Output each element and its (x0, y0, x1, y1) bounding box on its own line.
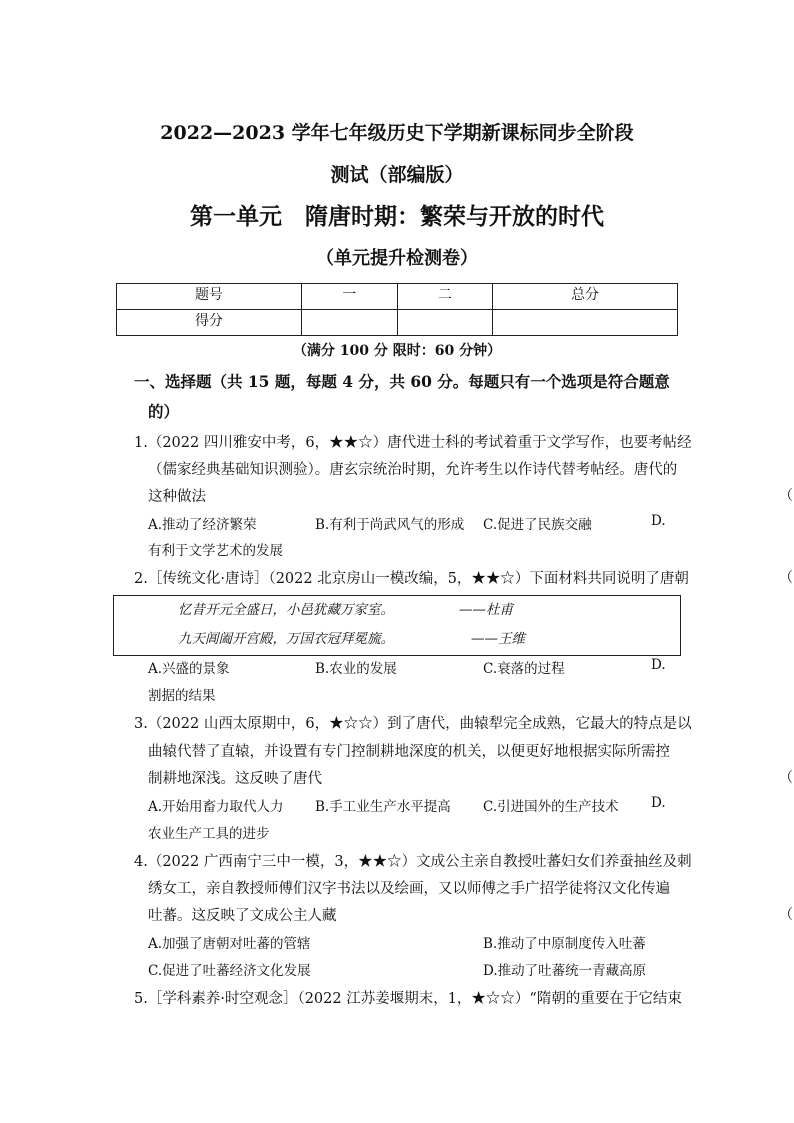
exam-info: （满分 100 分 限时：60 分钟） (292, 343, 502, 359)
option-b: B.推动了中原制度传入吐蕃 (483, 936, 646, 952)
option-a: A.兴盛的景象 (148, 661, 230, 677)
option-c: C.衰落的过程 (483, 661, 565, 677)
score-table-cell: 总分 (493, 284, 678, 310)
option-d: D.推动了吐蕃统一青藏高原 (483, 963, 647, 979)
poem-quote: 九天阊阖开宫殿，万国衣冠拜冕旒。 (178, 631, 394, 647)
section-heading-cont: 的） (148, 402, 180, 421)
option-d-text: 农业生产工具的进步 (148, 826, 270, 842)
poem-source: ——王维 (471, 631, 525, 647)
section-heading: 一、选择题（共 15 题，每题 4 分，共 60 分。每题只有一个选项是符合题意 (134, 372, 670, 391)
option-a: A.加强了唐朝对吐蕃的管辖 (148, 936, 311, 952)
option-b: B.农业的发展 (315, 661, 397, 677)
answer-paren: （ (779, 488, 793, 504)
option-a: A.推动了经济繁荣 (148, 517, 257, 533)
question-1-text: 1.（2022 四川雅安中考，6，★★☆）唐代进士科的考试着重于文学写作，也要考帖经 (134, 435, 692, 451)
question-3-text: 3.（2022 山西太原期中，6，★☆☆）到了唐代，曲辕犁完全成熟，它最大的特点是以 (134, 716, 692, 732)
poem-quote: 忆昔开元全盛日，小邑犹藏万家室。 (178, 602, 394, 618)
option-a: A.开始用畜力取代人力 (148, 799, 284, 815)
question-5-text: 5.［学科素养·时空观念］（2022 江苏姜堰期末，1，★☆☆）“隋朝的重要在于它结束 (134, 991, 682, 1007)
option-d-text: 割据的结果 (148, 688, 216, 704)
document-title-line2: 测试（部编版） (330, 164, 464, 186)
question-3-text: 曲辕代替了直辕，并设置有专门控制耕地深度的机关，以便更好地根据实际所需控 (148, 744, 670, 760)
answer-paren: （ (779, 907, 793, 923)
option-d: D. (651, 657, 666, 673)
score-table (116, 283, 678, 336)
question-1-text: 这种做法 (148, 489, 206, 505)
question-4-text: 绣女工，亲自教授师傅们汉字书法以及绘画，又以师傅之手广招学徒将汉文化传遍 (148, 881, 670, 897)
option-d: D. (651, 513, 666, 529)
option-d-text: 有利于文学艺术的发展 (148, 543, 283, 559)
score-table-score-row (117, 310, 678, 336)
option-c: C.促进了吐蕃经济文化发展 (148, 963, 311, 979)
score-table-cell: 题号 (117, 284, 302, 310)
score-table-cell: 二 (397, 284, 493, 310)
answer-paren: （ (779, 570, 793, 586)
score-input-cell[interactable] (301, 310, 397, 336)
score-table-cell: 一 (301, 284, 397, 310)
option-c: C.促进了民族交融 (483, 517, 592, 533)
option-b: B.有利于尚武风气的形成 (315, 517, 465, 533)
score-input-cell[interactable] (397, 310, 493, 336)
unit-title: 第一单元 隋唐时期：繁荣与开放的时代 (190, 203, 604, 230)
score-table-header-row (117, 284, 678, 310)
question-4-text: 吐蕃。这反映了文成公主人藏 (148, 908, 337, 924)
question-1-text: （儒家经典基础知识测验）。唐玄宗统治时期，允许考生以作诗代替考帖经。唐代的 (148, 462, 678, 478)
answer-paren: （ (779, 770, 793, 786)
exam-subtitle: （单元提升检测卷） (316, 248, 478, 269)
document-title-line1: 2022—2023 学年七年级历史下学期新课标同步全阶段 (160, 122, 634, 144)
option-d: D. (651, 795, 666, 811)
option-b: B.手工业生产水平提高 (315, 799, 451, 815)
score-table-cell: 得分 (117, 310, 302, 336)
poem-source: ——杜甫 (459, 602, 513, 618)
score-input-cell[interactable] (493, 310, 678, 336)
question-2-text: 2.［传统文化·唐诗］（2022 北京房山一模改编，5，★★☆）下面材料共同说明了唐朝 (134, 571, 689, 587)
question-4-text: 4.（2022 广西南宁三中一模，3，★★☆）文成公主亲自教授吐蕃妇女们养蚕抽丝及刺 (134, 854, 692, 870)
option-c: C.引进国外的生产技术 (483, 799, 619, 815)
question-3-text: 制耕地深浅。这反映了唐代 (148, 771, 322, 787)
